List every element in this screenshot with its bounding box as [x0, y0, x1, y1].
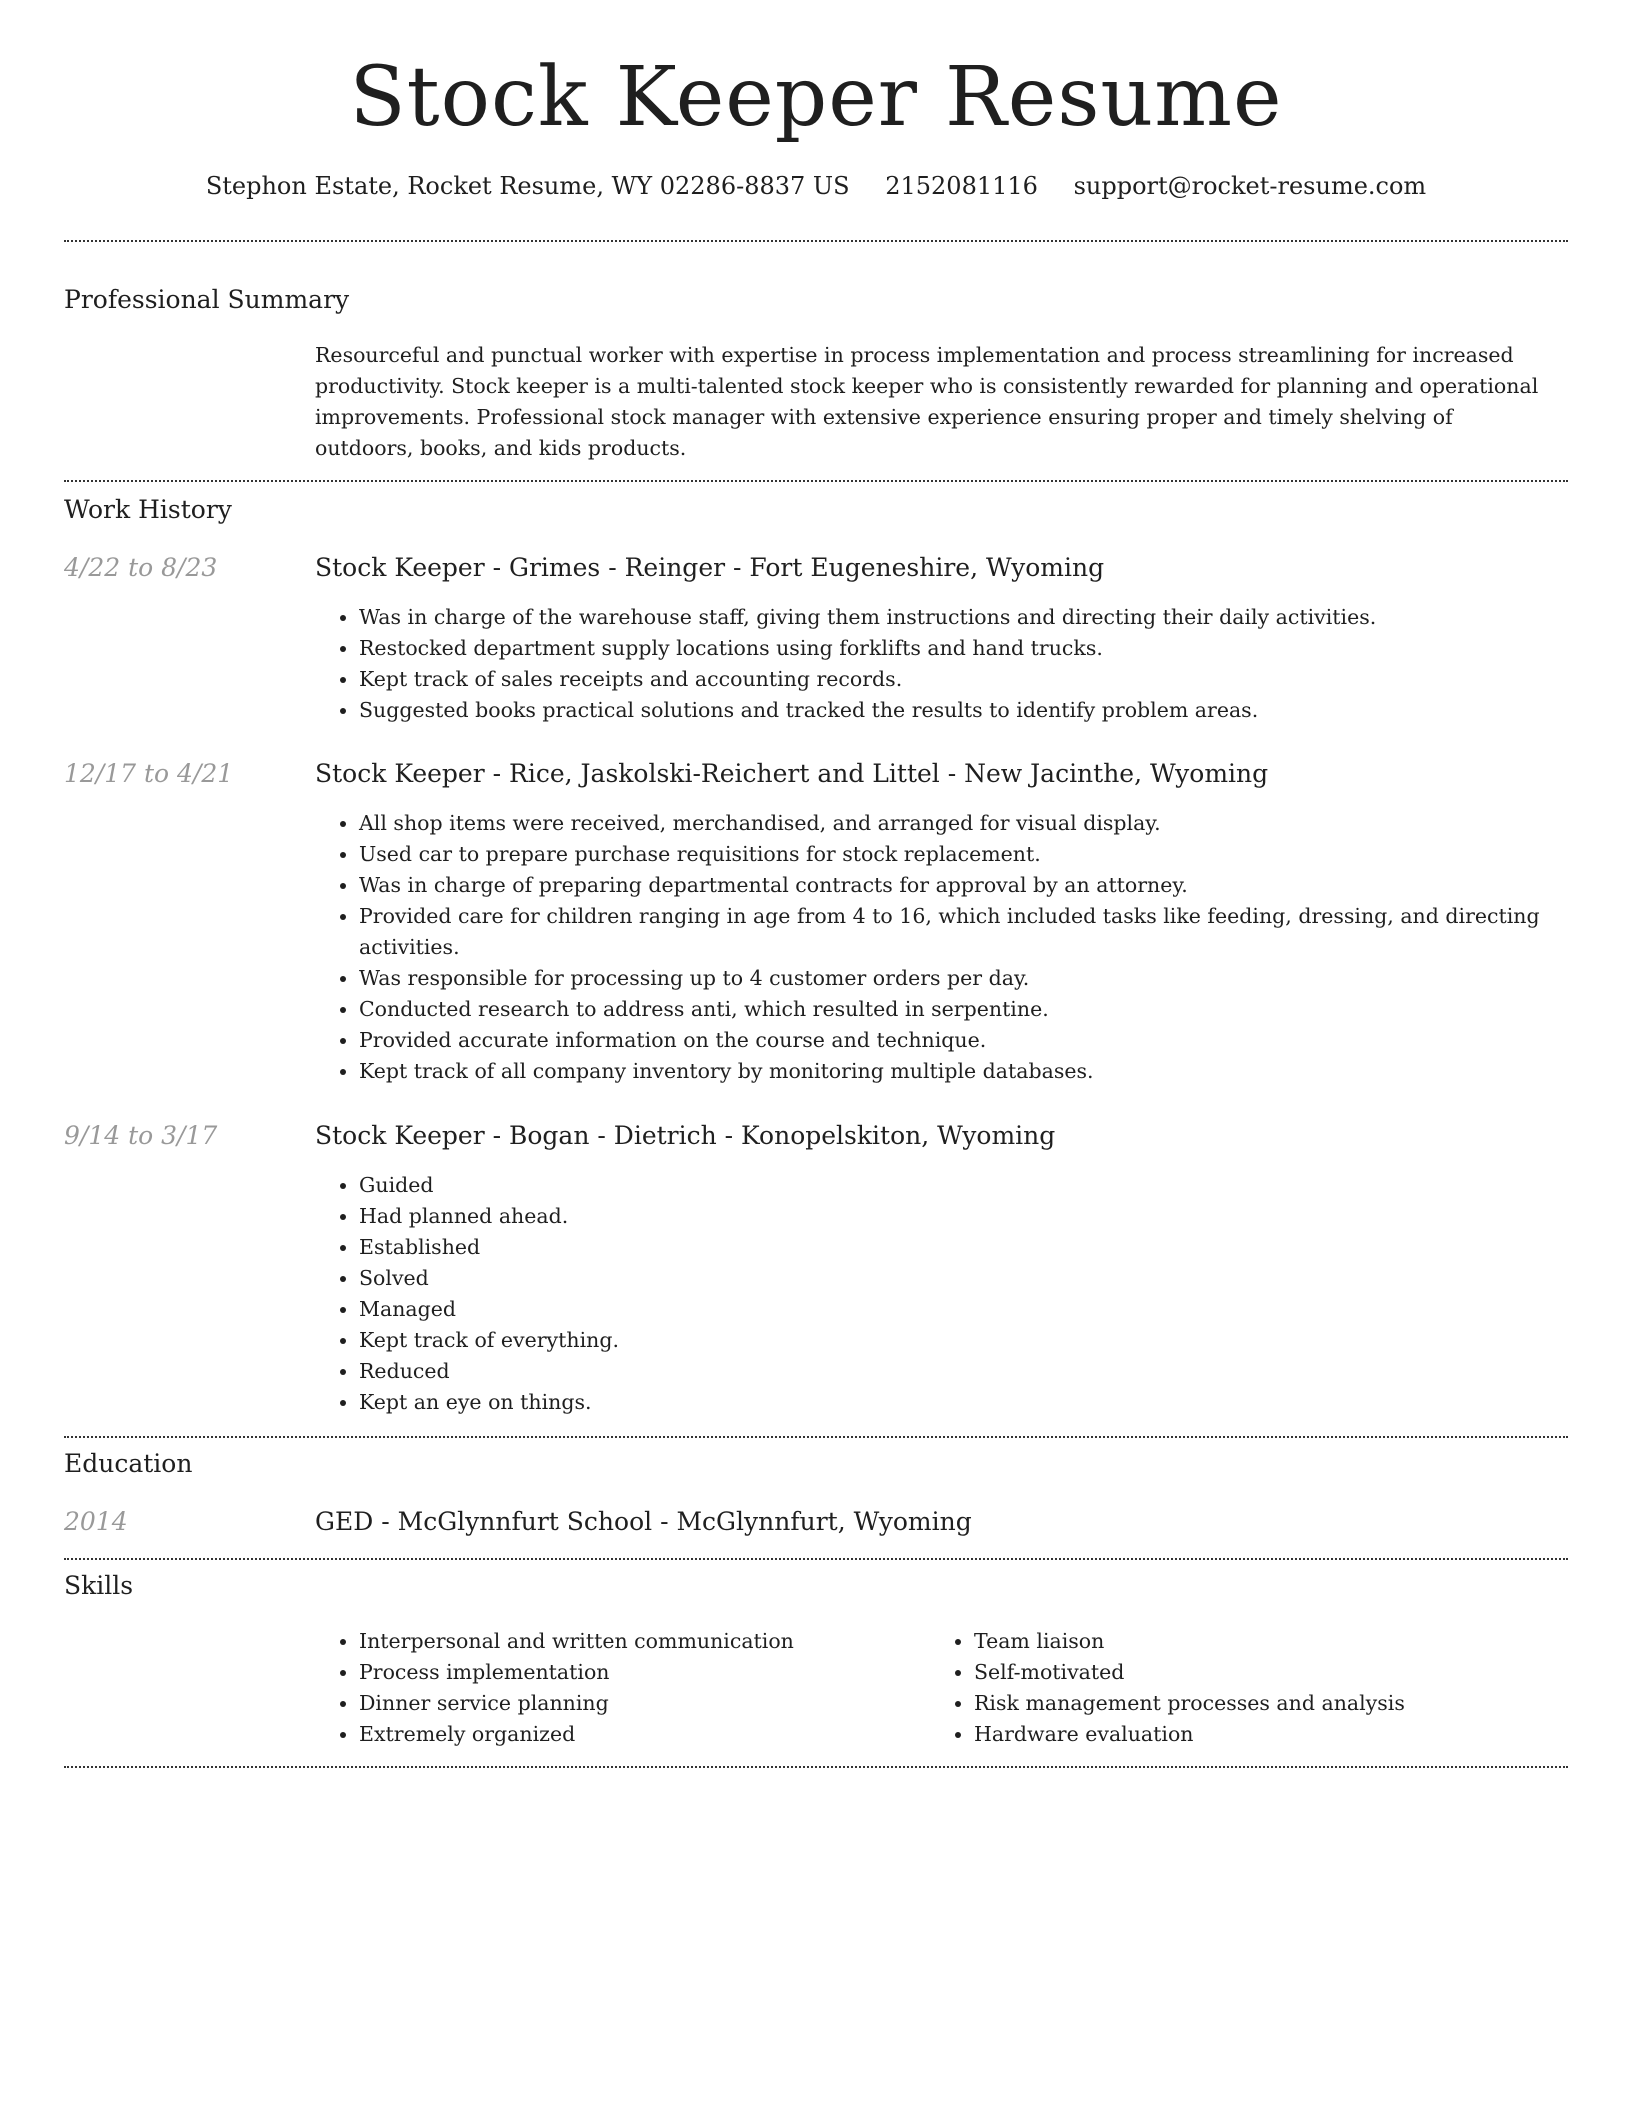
job-bullet: • All shop items were received, merchandised, and arranged for visual display. — [359, 808, 1579, 839]
job-dates: 12/17 to 4/21 — [64, 759, 234, 788]
job-bullet: • Conducted research to address anti, which resulted in serpentine. — [359, 994, 1579, 1025]
work-heading: Work History — [64, 495, 232, 524]
job-bullet: • Kept track of everything. — [359, 1325, 1579, 1356]
skill-item: • Hardware evaluation — [974, 1719, 1574, 1750]
job-bullet: • Provided care for children ranging in age from 4 to 16, which included tasks like feeding, dressing, and directing activities. — [359, 901, 1579, 963]
contact-email: support@rocket-resume.com — [1073, 172, 1427, 200]
job-bullet: • Guided — [359, 1170, 1579, 1201]
job-title: Stock Keeper - Rice, Jaskolski-Reichert and Littel - New Jacinthe, Wyoming — [315, 759, 1269, 788]
job-bullet: • Managed — [359, 1294, 1579, 1325]
job-bullet: • Was in charge of preparing departmental contracts for approval by an attorney. — [359, 870, 1579, 901]
job-bullets — [315, 808, 1579, 1087]
divider — [64, 1766, 1568, 1768]
job-bullet: • Established — [359, 1232, 1579, 1263]
skill-item: • Risk management processes and analysis — [974, 1688, 1574, 1719]
skill-item: • Dinner service planning — [359, 1688, 959, 1719]
job-title: Stock Keeper - Grimes - Reinger - Fort Eugeneshire, Wyoming — [315, 553, 1105, 582]
divider — [64, 1558, 1568, 1560]
job-bullet: • Solved — [359, 1263, 1579, 1294]
job-bullet: • Reduced — [359, 1356, 1579, 1387]
divider — [64, 480, 1568, 482]
summary-heading: Professional Summary — [64, 285, 350, 314]
job-bullet: • Provided accurate information on the course and technique. — [359, 1025, 1579, 1056]
education-entry: GED - McGlynnfurt School - McGlynnfurt, Wyoming — [315, 1507, 972, 1536]
job-bullet: • Restocked department supply locations using forklifts and hand trucks. — [359, 633, 1579, 664]
job-bullet: • Kept track of sales receipts and accounting records. — [359, 664, 1579, 695]
job-bullet: • Used car to prepare purchase requisitions for stock replacement. — [359, 839, 1579, 870]
job-dates: 4/22 to 8/23 — [64, 553, 218, 582]
job-bullet: • Kept an eye on things. — [359, 1387, 1579, 1418]
skill-item: • Self-motivated — [974, 1657, 1574, 1688]
job-dates: 9/14 to 3/17 — [64, 1121, 218, 1150]
summary-text: Resourceful and punctual worker with expertise in process implementation and process streamlining for increased productivity. Stock keeper is a multi-talented stock keeper who is consistently rewarded for planning and operational improvements. Professional stock manager with extensive experience ensuring proper and timely shelving of outdoors, books, and kids products. — [315, 343, 1539, 460]
job-bullet: • Was in charge of the warehouse staff, giving them instructions and directing their daily activities. — [359, 602, 1579, 633]
resume-title: Stock Keeper Resume — [349, 50, 1283, 145]
job-title: Stock Keeper - Bogan - Dietrich - Konopelskiton, Wyoming — [315, 1121, 1056, 1150]
contact-phone: 2152081116 — [885, 172, 1038, 200]
skill-item: • Interpersonal and written communication — [359, 1626, 959, 1657]
job-bullet: • Was responsible for processing up to 4 customer orders per day. — [359, 963, 1579, 994]
skills-list-right — [930, 1626, 1574, 1750]
skill-item: • Process implementation — [359, 1657, 959, 1688]
skill-item: • Team liaison — [974, 1626, 1574, 1657]
job-bullet: • Suggested books practical solutions and tracked the results to identify problem areas. — [359, 695, 1579, 726]
job-bullet: • Kept track of all company inventory by monitoring multiple databases. — [359, 1056, 1579, 1087]
divider — [64, 240, 1568, 242]
skills-heading: Skills — [64, 1571, 134, 1600]
contact-address: Stephon Estate, Rocket Resume, WY 02286-8837 US — [205, 172, 850, 200]
job-bullets — [315, 602, 1579, 726]
education-heading: Education — [64, 1449, 193, 1478]
skill-item: • Extremely organized — [359, 1719, 959, 1750]
contact-line — [0, 170, 1632, 202]
education-year: 2014 — [64, 1507, 128, 1536]
divider — [64, 1436, 1568, 1438]
job-bullet: • Had planned ahead. — [359, 1201, 1579, 1232]
skills-list-left — [315, 1626, 959, 1750]
job-bullets — [315, 1170, 1579, 1418]
